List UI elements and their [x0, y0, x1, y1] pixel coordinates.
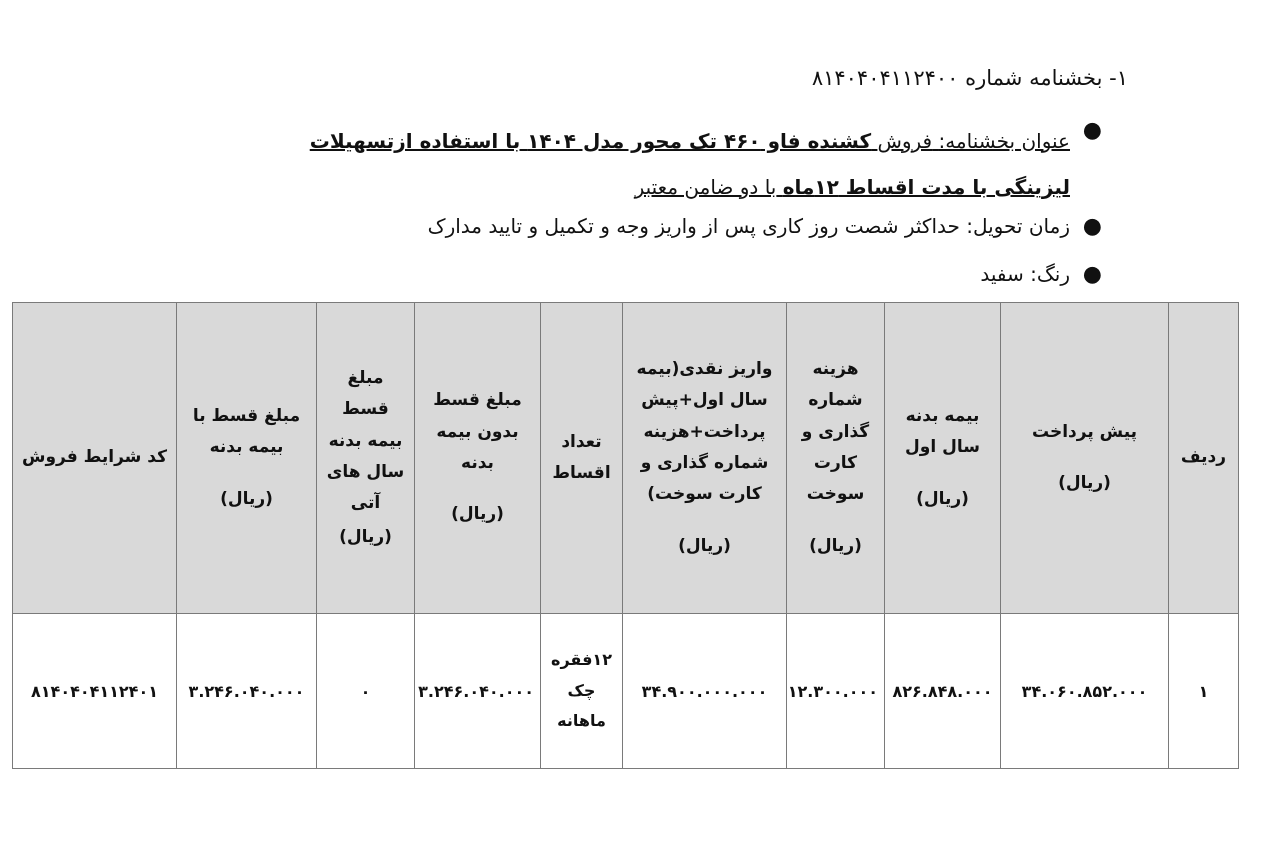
unit-label: (ریال) [451, 504, 504, 525]
unit-label: (ریال) [916, 488, 969, 509]
unit-label: (ریال) [809, 535, 862, 556]
cell-installment-insurance-future: ۰ [317, 614, 415, 769]
color-bullet [980, 262, 1102, 287]
cell-installment-count [541, 614, 623, 769]
color-text: رنگ: سفید [980, 262, 1070, 286]
bullet-icon: ● [1082, 214, 1102, 239]
header-installment-with-insurance: مبلغ قسط با بیمه بدنه (ریال) [177, 303, 317, 614]
bullet-icon: ● [1082, 118, 1102, 143]
header-cash-deposit: واریز نقدی(بیمه سال اول+پیش پرداخت+هزینه شماره گذاری و کارت سوخت) (ریال) [623, 303, 787, 614]
unit-label: (ریال) [1058, 473, 1111, 493]
title-prefix: فروش [877, 129, 933, 153]
delivery-bullet [427, 214, 1102, 239]
header-installment-insurance-future: مبلغ قسط بیمه بدنه سال های آتی (ریال) [317, 303, 415, 614]
header-sales-code: کد شرایط فروش [13, 303, 177, 614]
title-bold-1: کشنده فاو ۴۶۰ تک محور مدل ۱۴۰۴ با استفاده ازتسهیلات [309, 129, 872, 153]
delivery-text: زمان تحویل: حداکثر شصت روز کاری پس از واریز وجه و تکمیل و تایید مدارک [427, 214, 1070, 238]
title-line-2 [310, 164, 1070, 210]
cell-row-number: ۱ [1169, 614, 1239, 769]
cell-prepayment: ۳۴.۰۶۰.۸۵۲.۰۰۰ [1001, 614, 1169, 769]
header-row-number: ردیف [1169, 303, 1239, 614]
unit-label: (ریال) [678, 535, 731, 556]
unit-label: (ریال) [339, 526, 392, 547]
unit-label: (ریال) [220, 488, 273, 509]
cell-cash-deposit: ۳۴.۹۰۰.۰۰۰.۰۰۰ [623, 614, 787, 769]
installment-count-line-2: چک [567, 680, 596, 700]
sales-conditions-table [12, 302, 1239, 769]
installment-count-line-3: ماهانه [557, 711, 606, 731]
title-suffix: با دو ضامن معتبر [634, 175, 777, 199]
title-bullet [309, 118, 1102, 210]
header-installment-count: تعداد اقساط [541, 303, 623, 614]
header-installment-no-insurance: مبلغ قسط بدون بیمه بدنه (ریال) [415, 303, 541, 614]
header-body-insurance: بیمه بدنه سال اول (ریال) [885, 303, 1001, 614]
header-prepayment: پیش پرداخت (ریال) [1001, 303, 1169, 614]
cell-sales-code: ۸۱۴۰۴۰۴۱۱۲۴۰۱ [13, 614, 177, 769]
bullet-icon: ● [1082, 262, 1102, 287]
cell-installment-with-insurance: ۳.۲۴۶.۰۴۰.۰۰۰ [177, 614, 317, 769]
table-row [13, 614, 1239, 769]
installment-count-line-1: ۱۲فقره [551, 650, 612, 670]
header-plate-fuelcard: هزینه شماره گذاری و کارت سوخت (ریال) [787, 303, 885, 614]
header-row [13, 303, 1239, 614]
cell-body-insurance: ۸۲۶.۸۴۸.۰۰۰ [885, 614, 1001, 769]
title-bold-2: لیزینگی با مدت اقساط ۱۲ماه [782, 175, 1070, 199]
cell-installment-no-insurance: ۳.۲۴۶.۰۴۰.۰۰۰ [415, 614, 541, 769]
title-line-1 [310, 118, 1070, 164]
circular-heading: ۱- بخشنامه شماره ۸۱۴۰۴۰۴۱۱۲۴۰۰ [811, 66, 1128, 90]
cell-plate-fuelcard: ۱۲.۳۰۰.۰۰۰ [787, 614, 885, 769]
title-label: عنوان بخشنامه: [938, 129, 1070, 153]
